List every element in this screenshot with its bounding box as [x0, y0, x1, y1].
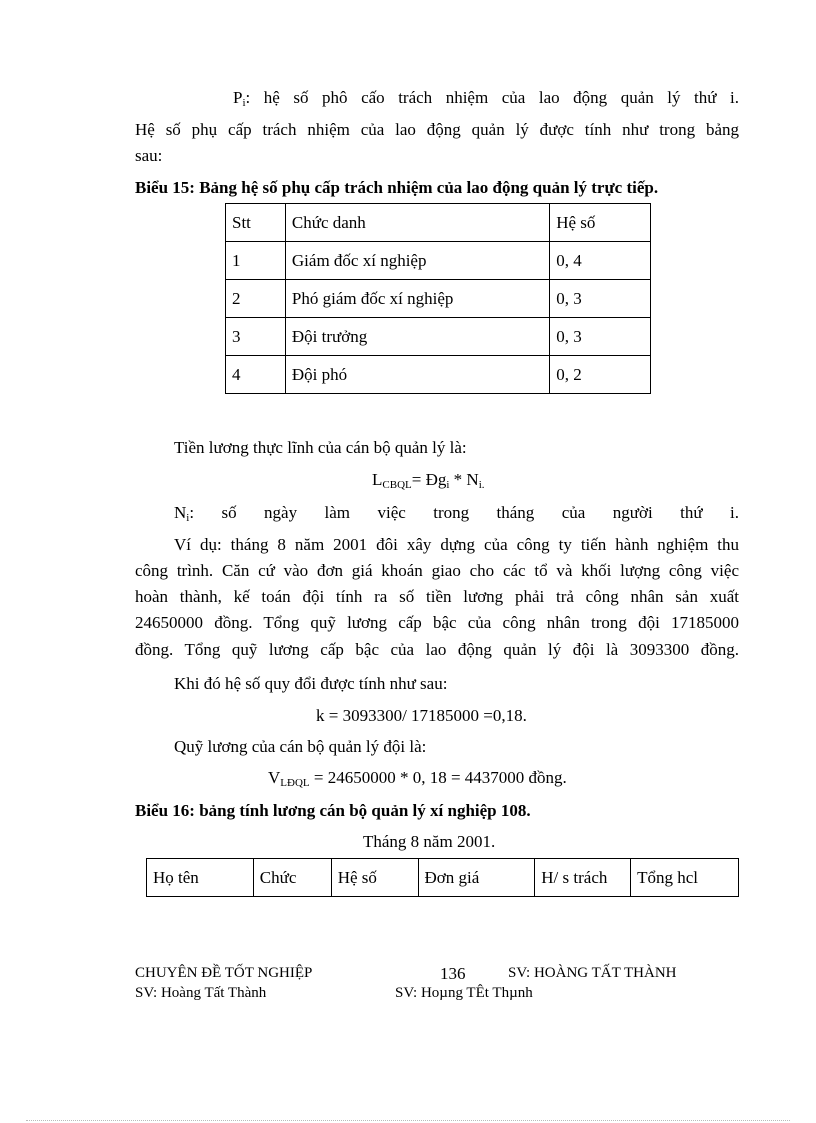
table-cell: 0, 4 [550, 242, 651, 280]
page-edge-divider [26, 1120, 790, 1121]
p-coefficient-definition: $P_i$: hệ số phô cấo trách nhiệm của lao động quản lý thứ i. [233, 88, 739, 109]
table16-subtitle: Tháng 8 năm 2001. [363, 832, 496, 851]
header-cell: Hệ số [550, 204, 651, 242]
paragraph-line: Hệ số phụ cấp trách nhiệm của lao động quản lý được tính như trong bảng [135, 120, 739, 139]
table-cell: Đội trưởng [285, 318, 549, 356]
table16 [146, 858, 739, 897]
header-cell: Hệ số [331, 859, 418, 897]
paragraph-line: công trình. Căn cứ vào đơn giá khoán giao cho các tổ và khối lượng công việc [135, 561, 739, 580]
paragraph-line: đồng. Tổng quỹ lương cấp bậc của lao động quản lý đội là 3093300 đồng. [135, 640, 739, 659]
table-header-row [147, 859, 739, 897]
table-cell: 0, 3 [550, 280, 651, 318]
paragraph-line: sau: [135, 146, 163, 165]
formula-salary: $L_{CBQL}=$ $Đg_i * N_{i.}$ [372, 470, 485, 491]
table-cell: 0, 2 [550, 356, 651, 394]
paragraph-line: Ví dụ: tháng 8 năm 2001 đôi xây dựng của công ty tiến hành nghiệm thu [174, 535, 739, 554]
formula-k: k = 3093300/ 17185000 =0,18. [316, 706, 527, 725]
footer-left-author: SV: Hoàng Tất Thành [135, 985, 267, 1001]
table-row [226, 242, 651, 280]
table15-wrapper [220, 200, 660, 396]
table-cell: 1 [226, 242, 286, 280]
table16-caption: Biểu 16: bảng tính lương cán bộ quản lý xí nghiệp 108. [135, 801, 531, 820]
paragraph-line: Quỹ lương của cán bộ quản lý đội là: [174, 737, 427, 756]
footer-left-title: CHUYÊN ĐỀ TỐT NGHIỆP [135, 965, 313, 981]
table15-caption: Biểu 15: Bảng hệ số phụ cấp trách nhiệm của lao động quản lý trực tiếp. [135, 178, 659, 197]
header-cell: Chức [253, 859, 331, 897]
header-cell: Chức danh [285, 204, 549, 242]
header-cell: H/ s trách [535, 859, 631, 897]
table-header-row [226, 204, 651, 242]
table-row [226, 318, 651, 356]
ni-definition: $N_i$: số ngày làm việc trong tháng của người thứ i. [174, 503, 739, 524]
table-cell: 3 [226, 318, 286, 356]
paragraph-line: 24650000 đồng. Tổng quỹ lương cấp bậc của công nhân trong đội 17185000 [135, 613, 739, 632]
footer-right-author: SV: Hoµng TÊt Thµnh [395, 985, 533, 1001]
table-cell: 2 [226, 280, 286, 318]
table-cell: Phó giám đốc xí nghiệp [285, 280, 549, 318]
formula-v: $V_{LĐQL} = 24650000 * 0$, 18 = 4437000 đồng. [268, 768, 567, 789]
header-cell: Họ tên [147, 859, 254, 897]
header-cell: Đơn giá [418, 859, 535, 897]
table-row [226, 280, 651, 318]
paragraph-line: Tiền lương thực lĩnh của cán bộ quản lý là: [174, 438, 467, 457]
table-cell: Đội phó [285, 356, 549, 394]
table-row [226, 356, 651, 394]
header-cell: Stt [226, 204, 286, 242]
table15 [225, 203, 651, 394]
table-cell: Giám đốc xí nghiệp [285, 242, 549, 280]
table-cell: 0, 3 [550, 318, 651, 356]
page-number: 136 [440, 964, 466, 983]
footer-right-title: SV: HOÀNG TẤT THÀNH [508, 965, 677, 981]
paragraph-line: Khi đó hệ số quy đổi được tính như sau: [174, 674, 448, 693]
table-cell: 4 [226, 356, 286, 394]
paragraph-line: hoàn thành, kế toán đội tính ra số tiền lương phải trả công nhân sản xuất [135, 587, 739, 606]
header-cell: Tổng hcl [631, 859, 739, 897]
